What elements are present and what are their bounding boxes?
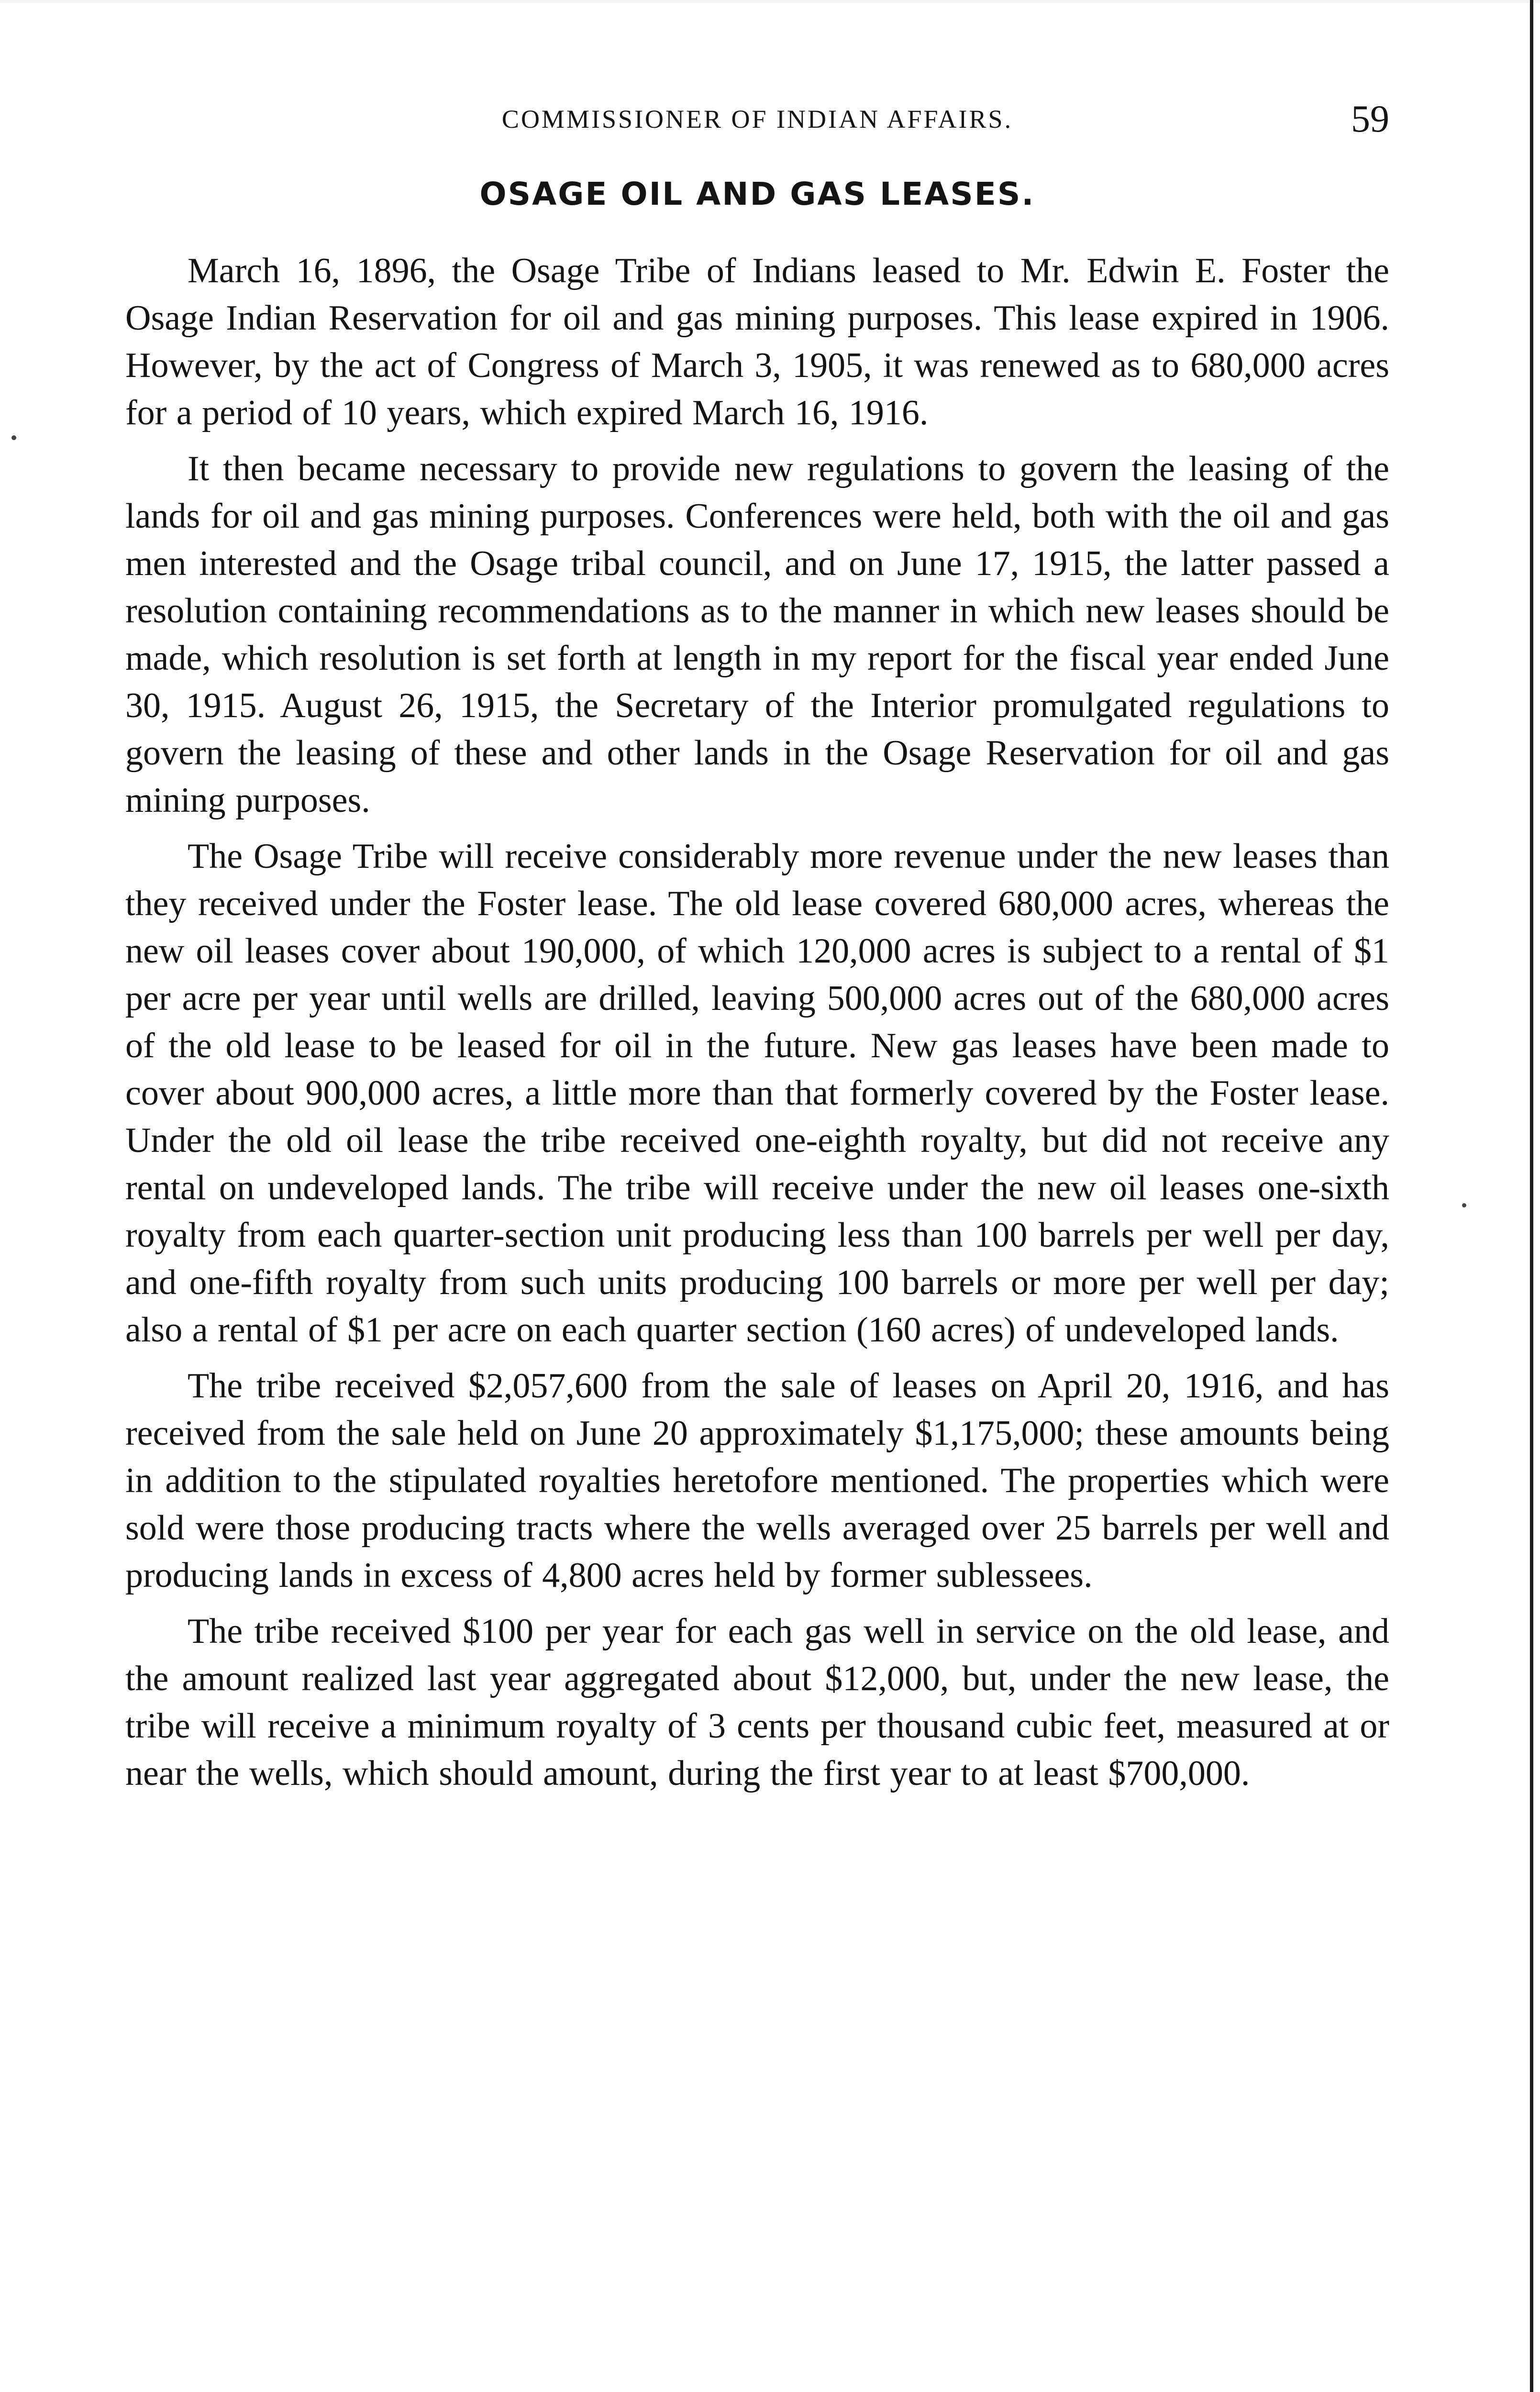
page-number: 59: [1351, 98, 1389, 140]
paragraph: The tribe received $100 per year for each gas well in service on the old lease, and the amount realized last year aggregated about $12,000, but, under the new lease, the tribe will receive a minimum royalty of 3 cents per thousand cubic feet, measured at or near the wells, which should amount, during the first year to at least $700,000.: [125, 1612, 1389, 1794]
running-header: [125, 91, 1389, 148]
scan-speck: [1462, 1203, 1466, 1207]
article-body: [125, 247, 1389, 1797]
running-title: COMMISSIONER OF INDIAN AFFAIRS.: [501, 105, 1013, 133]
paragraph: The tribe received $2,057,600 from the sale of leases on April 20, 1916, and has received from the sale held on June 20 approximately $1,175,000; these amounts being in addition to the stipulated royalties heretofore mentioned. The properties which were sold were those producing tracts where the wells averaged over 25 barrels per well and producing lands in excess of 4,800 acres held by former sublessees.: [125, 1366, 1389, 1595]
scan-edge-right: [1530, 0, 1533, 2392]
paragraph: March 16, 1896, the Osage Tribe of Indians leased to Mr. Edwin E. Foster the Osage Indian Reservation for oil and gas mining purposes. This lease expired in 1906. However, by the act of Congress of March 3, 1905, it was renewed as to 680,000 acres for a period of 10 years, which expired March 16, 1916.: [125, 251, 1389, 433]
scan-edge-top: [0, 0, 1540, 3]
document-page: [125, 91, 1389, 2272]
section-title: OSAGE OIL AND GAS LEASES.: [479, 176, 1035, 212]
scan-speck: [11, 435, 16, 440]
paragraph: It then became necessary to provide new regulations to govern the leasing of the lands for oil and gas mining purposes. Conferences were held, both with the oil and gas men interested and the Osage tribal council, and on June 17, 1915, the latter passed a resolution containing recommendations as to the manner in which new leases should be made, which resolution is set forth at length in my report for the fiscal year ended June 30, 1915. August 26, 1915, the Secretary of the Interior promulgated regulations to govern the leasing of these and other lands in the Osage Reservation for oil and gas mining purposes.: [125, 449, 1389, 820]
paragraph: The Osage Tribe will receive considerably more revenue under the new leases than they received under the Foster lease. The old lease covered 680,000 acres, whereas the new oil leases cover about 190,000, of which 120,000 acres is subject to a rental of $1 per acre per year until wells are drilled, leaving 500,000 acres out of the 680,000 acres of the old lease to be leased for oil in the future. New gas leases have been made to cover about 900,000 acres, a little more than that formerly covered by the Foster lease. Under the old oil lease the tribe received one-eighth royalty, but did not receive any rental on undeveloped lands. The tribe will receive under the new oil leases one-sixth royalty from each quarter-section unit producing less than 100 barrels per well per day, and one-fifth royalty from such units producing 100 barrels or more per well per day; also a rental of $1 per acre on each quarter section (160 acres) of undeveloped lands.: [125, 837, 1389, 1350]
